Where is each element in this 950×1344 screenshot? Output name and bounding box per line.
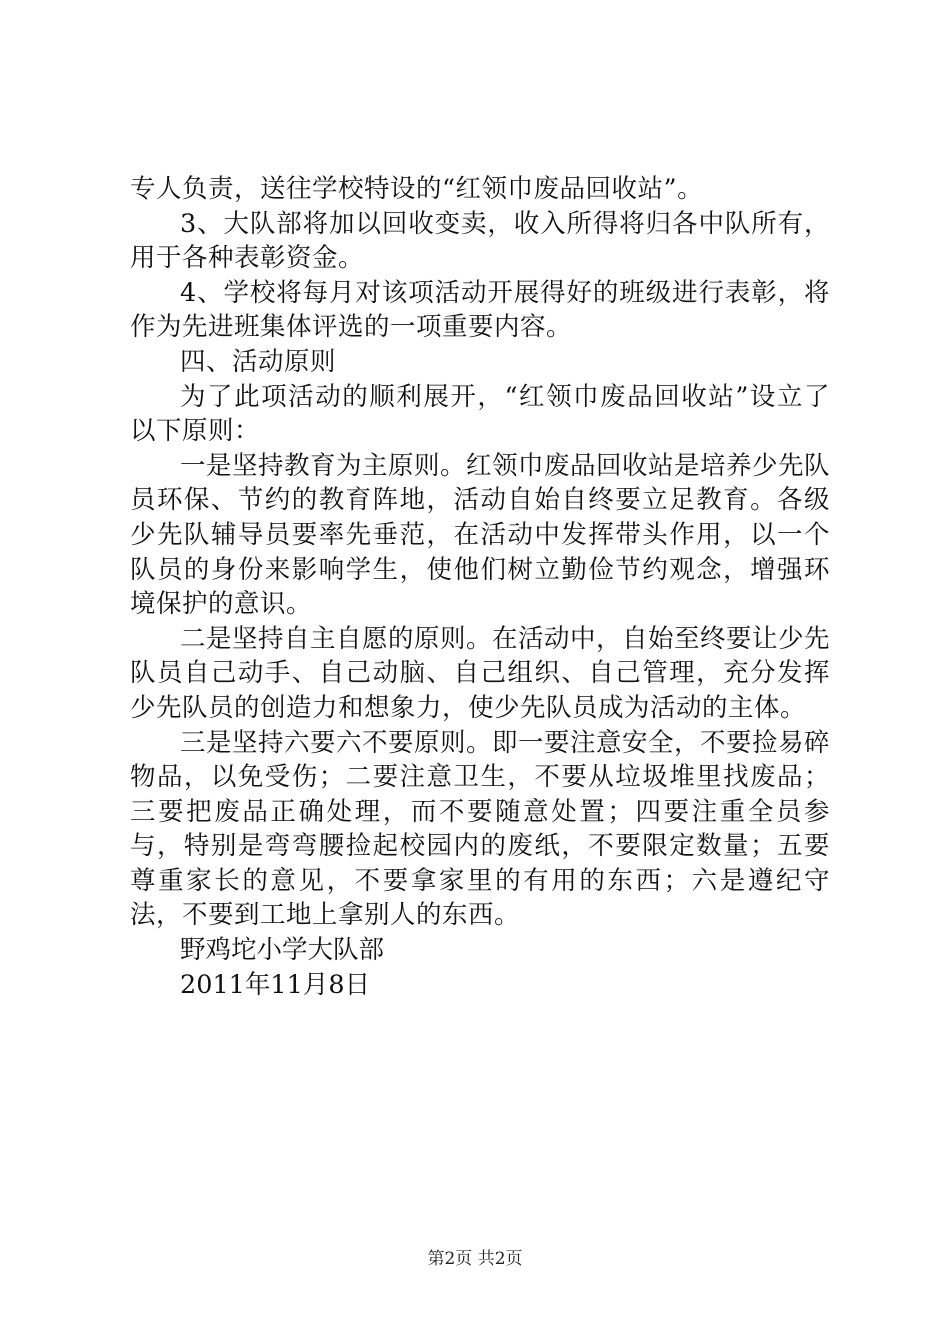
paragraph-principles-intro: 为了此项活动的顺利展开，“红领巾废品回收站”设立了以下原则： <box>130 381 830 447</box>
paragraph-principle-3: 三是坚持六要六不要原则。即一要注意安全，不要捡易碎物品，以免受伤；二要注意卫生，不要从垃圾堆里找废品；三要把废品正确处理，而不要随意处置；四要注重全员参与，特别是弯弯腰捡起校园内的废纸，不要限定数量；五要尊重家长的意见，不要拿家里的有用的东西；六是遵纪守法，不要到工地上拿别人的东西。 <box>130 727 831 931</box>
paragraph-principle-2: 二是坚持自主自愿的原则。在活动中，自始至终要让少先队员自己动手、自己动脑、自己组织、自己管理，充分发挥少先队员的创造力和想象力，使少先队员成为活动的主体。 <box>130 623 831 723</box>
signature-date: 2011年11月8日 <box>180 969 371 1000</box>
paragraph-continuation: 专人负责，送往学校特设的“红领巾废品回收站”。 <box>130 174 704 204</box>
document-body <box>130 172 830 1002</box>
section-heading-principles: 四、活动原则 <box>180 346 337 377</box>
paragraph-item-4: 4、学校将每月对该项活动开展得好的班级进行表彰，将作为先进班集体评选的一项重要内容。 <box>130 277 830 343</box>
paragraph-item-3: 3、大队部将加以回收变卖，收入所得将归各中队所有，用于各种表彰资金。 <box>130 208 830 274</box>
paragraph-principle-1: 一是坚持教育为主原则。红领巾废品回收站是培养少先队员环保、节约的教育阵地，活动自始自终要立足教育。各级少先队辅导员要率先垂范，在活动中发挥带头作用，以一个队员的身份来影响学生，使他们树立勤俭节约观念，增强环境保护的意识。 <box>130 450 831 620</box>
page-number-footer: 第2页 共2页 <box>427 1249 523 1269</box>
signature-organization: 野鸡坨小学大队部 <box>180 935 385 966</box>
